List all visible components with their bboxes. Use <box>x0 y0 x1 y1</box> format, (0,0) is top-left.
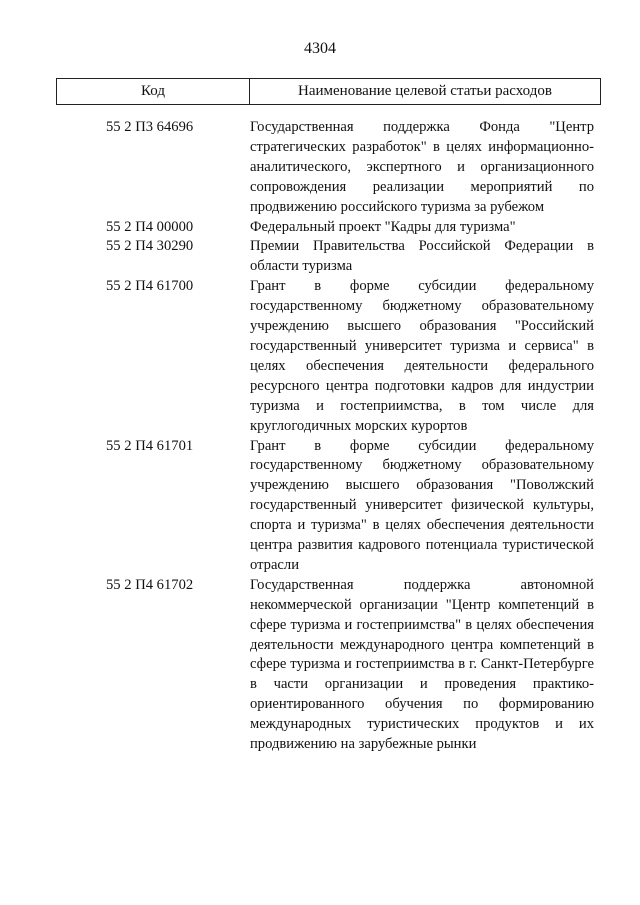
table-header <box>56 78 601 105</box>
row-description: Грант в форме субсидии федеральному государственному бюджетному образовательному учреждению высшего образования "Поволжский государственный университет физической культуры, спорта и туризма" в целях обеспечения деятельности центра развития кадрового потенциала туристической отрасли <box>250 437 594 573</box>
row-description: Премии Правительства Российской Федерации в области туризма <box>250 238 594 275</box>
row-code: 55 2 П3 64696 <box>106 119 194 135</box>
table-row <box>0 437 640 576</box>
row-code: 55 2 П4 30290 <box>106 238 194 255</box>
row-code: 55 2 П4 61701 <box>106 437 194 454</box>
table-row <box>0 118 640 218</box>
row-code: 55 2 П4 00000 <box>106 218 194 235</box>
row-code: 55 2 П4 61702 <box>106 576 194 593</box>
page-number: 4304 <box>304 40 336 57</box>
row-description: Государственная поддержка Фонда "Центр стратегических разработок" в целях информационно-аналитического, экспертного и организационного сопровождения реализации мероприятий по продвижению российского туризма за рубежом <box>250 119 594 215</box>
row-description: Грант в форме субсидии федеральному государственному бюджетному образовательному учреждению высшего образования "Российский государственный университет туризма и сервиса" в целях обеспечения деятельности федерального ресурсного центра подготовки кадров для индустрии туризма и гостеприимства, в том числе для круглогодичных морских курортов <box>250 278 594 434</box>
table-row <box>0 237 640 277</box>
column-header-code: Код <box>57 79 250 104</box>
table-row <box>0 576 640 755</box>
table-body <box>0 118 640 755</box>
column-header-name: Наименование целевой статьи расходов <box>298 83 552 99</box>
row-code: 55 2 П4 61700 <box>106 278 194 295</box>
table-row <box>0 218 640 238</box>
row-description: Федеральный проект "Кадры для туризма" <box>250 218 516 235</box>
table-row <box>0 277 640 436</box>
row-description: Государственная поддержка автономной некоммерческой организации "Центр компетенций в сфере туризма и гостеприимства" в целях обеспечения деятельности международного центра компетенций в сфере туризма и гостеприимства в г. Санкт-Петербурге в части организации и проведения практико-ориентированного обучения по формированию международных туристических продуктов и их продвижению на зарубежные рынки <box>250 576 594 753</box>
